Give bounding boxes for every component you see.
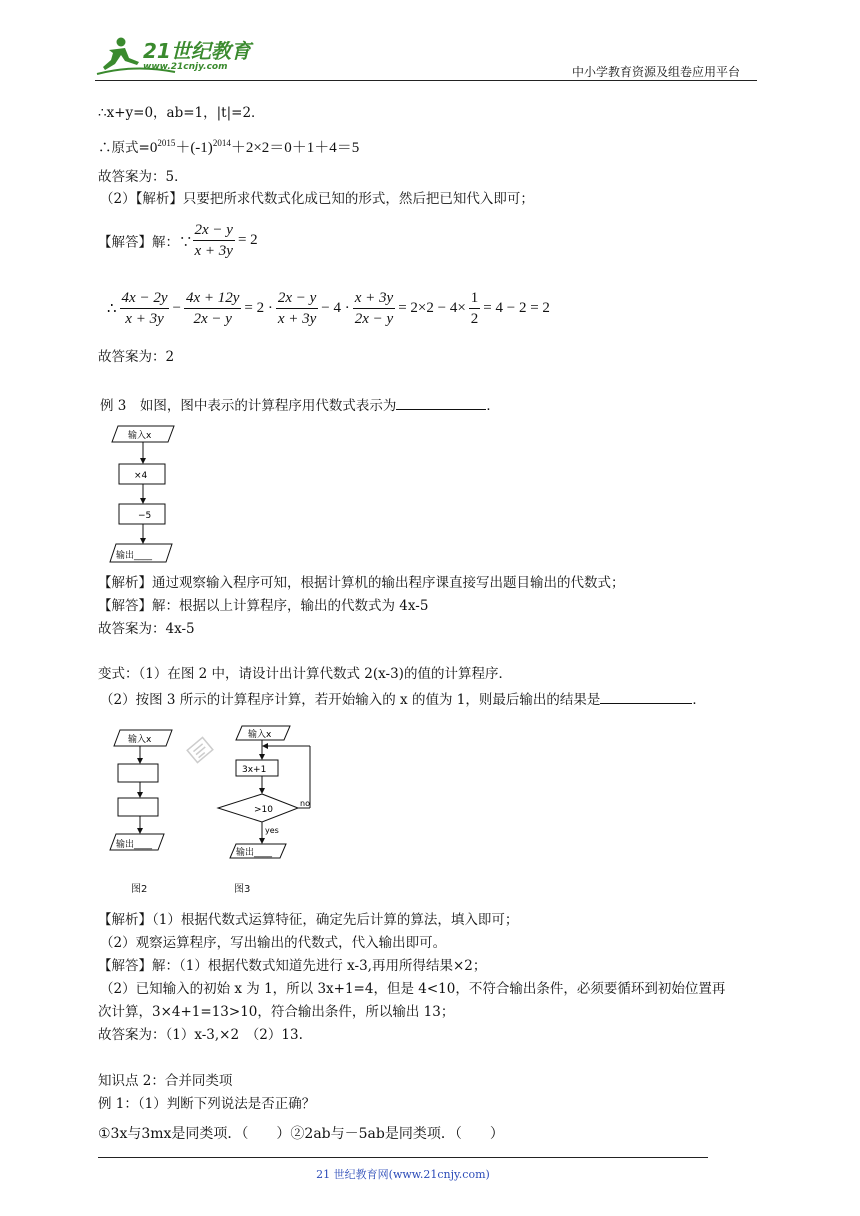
ex3-analysis: 【解析】通过观察输入程序可知，根据计算机的输出程序课直接写出题目输出的代数式； bbox=[98, 575, 625, 591]
line-original-prefix: ∴原式= bbox=[98, 140, 150, 156]
variant-analysis-2: （2）观察运算程序，写出输出的代数式，代入输出即可。 bbox=[100, 935, 447, 951]
flow3-no-label: no bbox=[300, 799, 310, 808]
flow3-yes-label: yes bbox=[265, 826, 279, 835]
analysis-2: （2）【解析】只要把所求代数式化成已知的形式，然后把已知代入即可； bbox=[100, 191, 534, 207]
variant-answer-blank[interactable] bbox=[600, 689, 692, 704]
logo-url: www.21cnjy.com bbox=[143, 62, 228, 72]
example-1: 例 1：（1）判断下列说法是否正确？ bbox=[98, 1096, 316, 1112]
variant-solution-2: （2）已知输入的初始 x 为 1，所以 3x+1=4，但是 4<10，不符合输出条件，必须要循环到初始位置再 bbox=[100, 981, 726, 997]
knowledge-point-2: 知识点 2：合并同类项 bbox=[98, 1073, 233, 1089]
header-rule bbox=[95, 80, 757, 81]
variant-1: 变式：（1）在图 2 中，请设计出计算代数式 2(x-3)的值的计算程序． bbox=[98, 666, 512, 682]
solution-prefix: 【解答】解：∵ bbox=[98, 234, 193, 251]
flow2-output-label: 输出____ bbox=[116, 840, 153, 850]
answer-5: 故答案为：5． bbox=[98, 169, 188, 185]
variant-answer: 故答案为：（1）x-3,×2 （2）13. bbox=[98, 1027, 303, 1043]
flow3-step1-label: 3x+1 bbox=[242, 765, 267, 775]
header-logo bbox=[95, 34, 265, 78]
ex3-solution: 【解答】解：根据以上计算程序，输出的代数式为 4x-5 bbox=[98, 598, 429, 614]
header-platform: 中小学教育资源及组卷应用平台 bbox=[572, 65, 741, 79]
flow2-step1-box bbox=[118, 764, 158, 782]
given-fraction bbox=[193, 220, 235, 261]
given-fraction-num: 2x − y bbox=[193, 220, 235, 241]
flow2-step2-box bbox=[118, 798, 158, 816]
answer-2: 故答案为：2 bbox=[98, 349, 175, 365]
flowchart-figure-2 bbox=[108, 724, 180, 864]
flow1-input-label: 输入x bbox=[128, 431, 152, 441]
watermark-logo-icon bbox=[186, 736, 214, 764]
given-fraction-den: x + 3y bbox=[194, 243, 233, 259]
figure-3-caption: 图3 bbox=[234, 884, 251, 895]
question-1-text: ①3x与3mx是同类项．（ ）②2ab与－5ab是同类项．（ ） bbox=[98, 1126, 504, 1142]
flow1-output-label: 输出____ bbox=[116, 551, 153, 561]
solution-given bbox=[98, 220, 261, 261]
footer-rule bbox=[98, 1157, 708, 1158]
flow1-step2-label: −5 bbox=[138, 511, 152, 521]
flow3-condition-label: >10 bbox=[254, 805, 273, 815]
variant-solution-3: 次计算，3×4+1=13>10，符合输出条件，所以输出 13； bbox=[98, 1004, 455, 1020]
ex3-answer: 故答案为：4x-5 bbox=[98, 621, 195, 637]
given-rhs: = 2 bbox=[237, 232, 258, 248]
flowchart-example-3 bbox=[108, 422, 180, 568]
flow3-output-label: 输出____ bbox=[236, 848, 273, 858]
flow1-step1-label: ×4 bbox=[134, 471, 148, 481]
figure-2-caption: 图2 bbox=[131, 884, 148, 895]
variant-analysis-1: 【解析】（1）根据代数式运算特征，确定先后计算的算法，填入即可； bbox=[98, 912, 519, 928]
example-3-end: ． bbox=[486, 398, 500, 414]
svg-text:21世纪教育: 21世纪教育 bbox=[143, 39, 251, 63]
example-3 bbox=[100, 395, 500, 415]
line-therefore-values: ∴x+y=0，ab=1，|t|=2． bbox=[98, 105, 265, 121]
example-3-text: 例 3 如图，图中表示的计算程序用代数式表示为 bbox=[100, 398, 397, 414]
flow2-input-label: 输入x bbox=[128, 735, 152, 745]
answer-blank[interactable] bbox=[396, 395, 486, 410]
variant-2-text: （2）按图 3 所示的计算程序计算，若开始输入的 x 的值为 1，则最后输出的结果是 bbox=[100, 692, 601, 708]
variant-solution-1: 【解答】解：（1）根据代数式知道先进行 x-3,再用所得结果×2； bbox=[98, 958, 487, 974]
solution-derivation: ∴ $\frac{4x - 2y}{x + 3y}$ − $\frac{4x + 12y}{2x - y}$ = 2 · $\frac{2x - y}{x + 3y}$ − 4 · $\frac{x + 3y}{2x - y}$ = 2×2 − 4× $\frac{1}{2}$ = 4 − 2 = 2 bbox=[107, 290, 550, 327]
variant-2-end: ． bbox=[692, 692, 706, 708]
variant-2 bbox=[100, 689, 706, 709]
footer-text: 21 世纪教育网(www.21cnjy.com) bbox=[316, 1168, 490, 1181]
line-original-expression: ∴原式$=0^{2015}+(-1)^{2014}+2\times 2=0+1+4=5$ bbox=[98, 138, 360, 156]
flowchart-figure-3 bbox=[212, 722, 322, 864]
flow3-input-label: 输入x bbox=[248, 730, 272, 740]
question-1 bbox=[98, 1124, 504, 1144]
